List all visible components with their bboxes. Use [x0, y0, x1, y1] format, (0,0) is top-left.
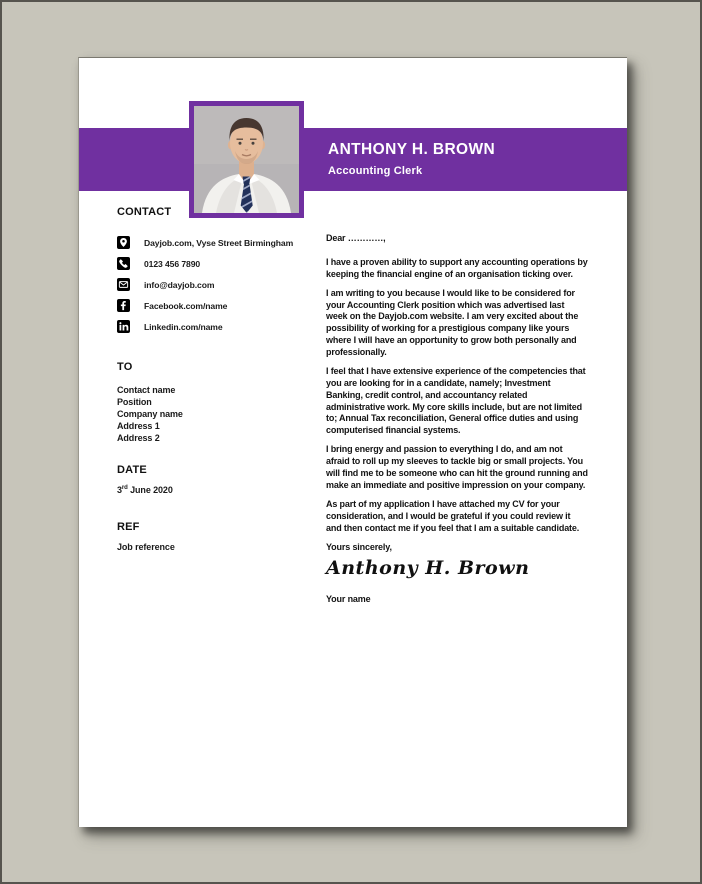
signature: Anthony H. Brown	[326, 556, 530, 579]
contact-section	[117, 206, 293, 337]
contact-facebook: Facebook.com/name	[144, 300, 228, 311]
paragraph-application: I am writing to you because I would like to be considered for your Accounting Clerk position which was advertised last week on the Dayjob.com website. I am very excited about the possibility of working for a prestigious company like yours where I will have an opportunity to grow both personally and professionally.	[326, 287, 579, 357]
paragraph-energy: I bring energy and passion to everything I do, and am not afraid to roll up my sleeves to tackle big or small projects. You will find me to be someone who can hit the ground running and make an immediate and positive impression on your company.	[326, 444, 588, 490]
to-lines	[117, 384, 183, 444]
date-ordinal-suffix: rd	[121, 485, 128, 491]
person-name: ANTHONY H. BROWN	[328, 141, 496, 158]
salutation: Dear …………,	[326, 233, 386, 243]
contact-phone: 0123 456 7890	[144, 258, 201, 269]
date-day: 3	[117, 485, 122, 495]
contact-row-email	[117, 274, 293, 295]
ref-heading: REF	[117, 521, 140, 533]
signature-caption: Your name	[326, 593, 371, 604]
contact-row-phone	[117, 253, 293, 274]
location-pin-icon	[117, 236, 130, 249]
letter-body	[326, 233, 588, 605]
contact-row-linkedin	[117, 316, 293, 337]
contact-email: info@dayjob.com	[144, 279, 215, 290]
header-band	[79, 128, 627, 191]
profile-photo-illustration	[194, 106, 299, 213]
contact-heading: CONTACT	[117, 206, 172, 218]
closing: Yours sincerely,	[326, 542, 392, 553]
phone-icon	[117, 257, 130, 270]
to-address-2: Address 2	[117, 433, 160, 443]
paragraph-cv: As part of my application I have attached my CV for your consideration, and I would be grateful if you could review it and then contact me if you feel that I am a suitable candidate.	[326, 499, 580, 533]
to-address-1: Address 1	[117, 421, 160, 431]
date-section	[117, 464, 173, 495]
profile-photo	[189, 101, 304, 218]
to-company-name: Company name	[117, 409, 183, 419]
ref-section	[117, 521, 175, 552]
to-position: Position	[117, 397, 152, 407]
contact-row-facebook	[117, 295, 293, 316]
header-text-block	[328, 141, 495, 177]
paragraph-experience: I feel that I have extensive experience of the competencies that you are looking for in a candidate, namely; Investment Banking, credit control, and accountancy related administrative work. My core skills include, but are not limited to; Annual Tax reconciliation, General office duties and using computerised financial systems.	[326, 366, 586, 436]
contact-linkedin: Linkedin.com/name	[144, 321, 223, 332]
cover-letter-page	[78, 57, 627, 827]
date-value	[117, 485, 173, 495]
date-month-year: June 2020	[127, 485, 173, 495]
ref-value: Job reference	[117, 542, 175, 552]
to-section	[117, 361, 183, 444]
contact-row-address	[117, 232, 293, 253]
to-heading: TO	[117, 361, 133, 373]
person-job-title: Accounting Clerk	[328, 165, 423, 177]
email-icon	[117, 278, 130, 291]
linkedin-icon	[117, 320, 130, 333]
contact-address: Dayjob.com, Vyse Street Birmingham	[144, 237, 294, 248]
date-heading: DATE	[117, 464, 147, 476]
to-contact-name: Contact name	[117, 385, 176, 395]
facebook-icon	[117, 299, 130, 312]
paragraph-intro: I have a proven ability to support any accounting operations by keeping the financial engine of an organisation ticking over.	[326, 256, 588, 279]
